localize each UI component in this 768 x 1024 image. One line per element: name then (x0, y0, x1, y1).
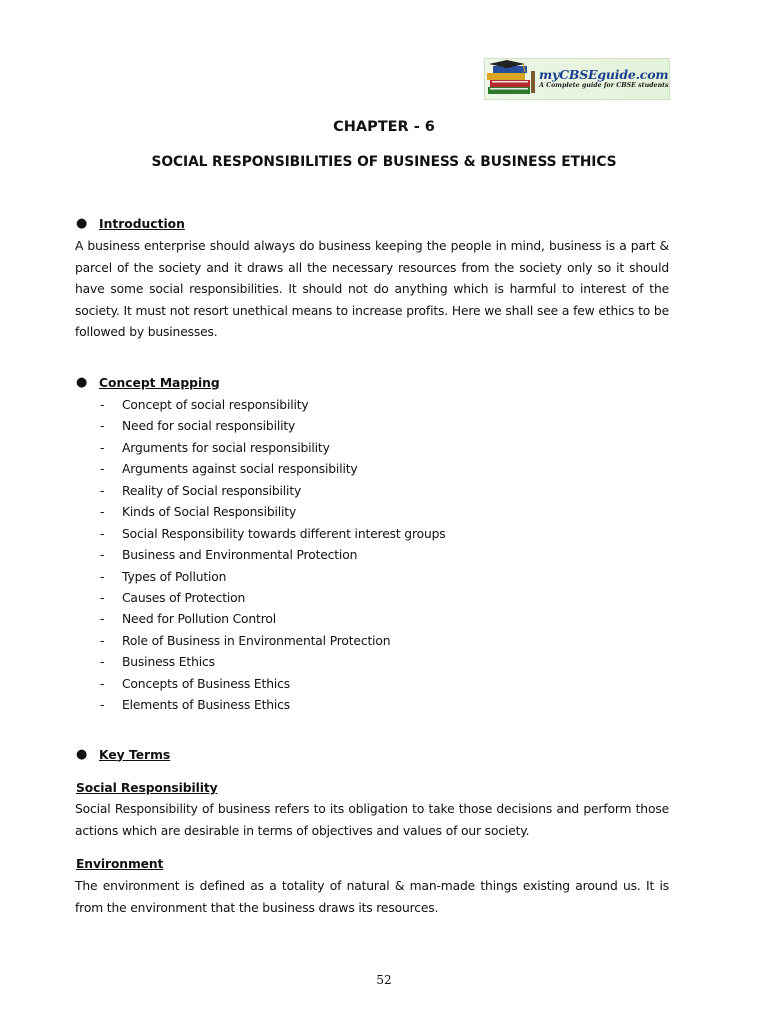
list-item-label: Arguments for social responsibility (122, 440, 330, 455)
page-number: 52 (376, 973, 392, 987)
chapter-number: CHAPTER - 6 (333, 119, 435, 135)
list-item (100, 609, 446, 630)
list-item-label: Causes of Protection (122, 590, 246, 605)
list-item-label: Role of Business in Environmental Protection (122, 633, 391, 648)
concept-mapping-list (100, 395, 446, 717)
dash-marker: - (100, 462, 105, 477)
dash-marker: - (100, 526, 105, 541)
introduction-heading-label: Introduction (99, 216, 185, 231)
list-item-label: Need for social responsibility (122, 419, 296, 434)
list-item (100, 588, 446, 609)
dash-marker: - (100, 612, 105, 627)
logo-text (539, 66, 669, 90)
list-item-label: Concepts of Business Ethics (122, 676, 290, 691)
list-item (100, 459, 446, 480)
list-item-label: Concept of social responsibility (122, 398, 309, 412)
list-item-label: Business Ethics (122, 655, 215, 670)
list-item (100, 395, 446, 416)
dash-marker: - (100, 419, 105, 434)
logo-tagline: A Complete guide for CBSE students (539, 82, 669, 90)
list-item (100, 652, 446, 673)
term-social-responsibility: Social Responsibility (76, 781, 218, 795)
definition-social-responsibility: Social Responsibility of business refers to its obligation to take those decisions and perform those actions which are desirable in terms of objectives and values of our society. (75, 802, 669, 838)
chapter-title: SOCIAL RESPONSIBILITIES OF BUSINESS & BUSINESS ETHICS (151, 154, 617, 170)
dash-marker: - (100, 548, 105, 563)
dash-marker: - (100, 569, 105, 584)
bullet-icon: ● (76, 216, 88, 231)
list-item (100, 674, 446, 695)
bullet-icon: ● (76, 747, 88, 762)
concept-mapping-heading-label: Concept Mapping (99, 375, 220, 390)
introduction-heading (76, 216, 185, 231)
list-item (100, 524, 446, 545)
dash-marker: - (100, 655, 105, 670)
list-item (100, 545, 446, 566)
key-terms-heading (76, 747, 170, 762)
dash-marker: - (100, 633, 105, 648)
mycbseguide-logo (484, 58, 670, 100)
list-item-label: Types of Pollution (122, 569, 227, 584)
list-item-label: Elements of Business Ethics (122, 698, 291, 713)
dash-marker: - (100, 698, 105, 713)
definition-environment: The environment is defined as a totality of natural & man-made things existing around us. It is from the environment that the business draws its resources. (75, 879, 669, 915)
dash-marker: - (100, 440, 105, 455)
list-item-label: Social Responsibility towards different interest groups (122, 526, 446, 541)
concept-mapping-heading (76, 375, 220, 390)
list-item (100, 438, 446, 459)
books-icon (485, 59, 537, 99)
dash-marker: - (100, 398, 105, 412)
dash-marker: - (100, 676, 105, 691)
bullet-icon: ● (76, 375, 88, 390)
list-item (100, 631, 446, 652)
list-item (100, 502, 446, 523)
list-item (100, 695, 446, 716)
key-terms-heading-label: Key Terms (99, 747, 171, 762)
list-item-label: Kinds of Social Responsibility (122, 505, 297, 520)
list-item (100, 416, 446, 437)
list-item-label: Business and Environmental Protection (122, 548, 358, 563)
list-item-label: Need for Pollution Control (122, 612, 277, 627)
introduction-paragraph: A business enterprise should always do business keeping the people in mind, business is a part & parcel of the society and it draws all the necessary resources from the society only so it should have some social responsibilities. It should not do anything which is harmful to interest of the society. It must not resort unethical means to increase profits. Here we shall see a few ethics to be followed by businesses. (75, 239, 669, 339)
dash-marker: - (100, 483, 105, 498)
list-item-label: Reality of Social responsibility (122, 483, 302, 498)
logo-brand[interactable]: myCBSEguide.com (539, 66, 669, 82)
dash-marker: - (100, 505, 105, 520)
list-item (100, 567, 446, 588)
dash-marker: - (100, 590, 105, 605)
list-item (100, 481, 446, 502)
term-environment: Environment (76, 857, 164, 871)
list-item-label: Arguments against social responsibility (122, 462, 358, 477)
